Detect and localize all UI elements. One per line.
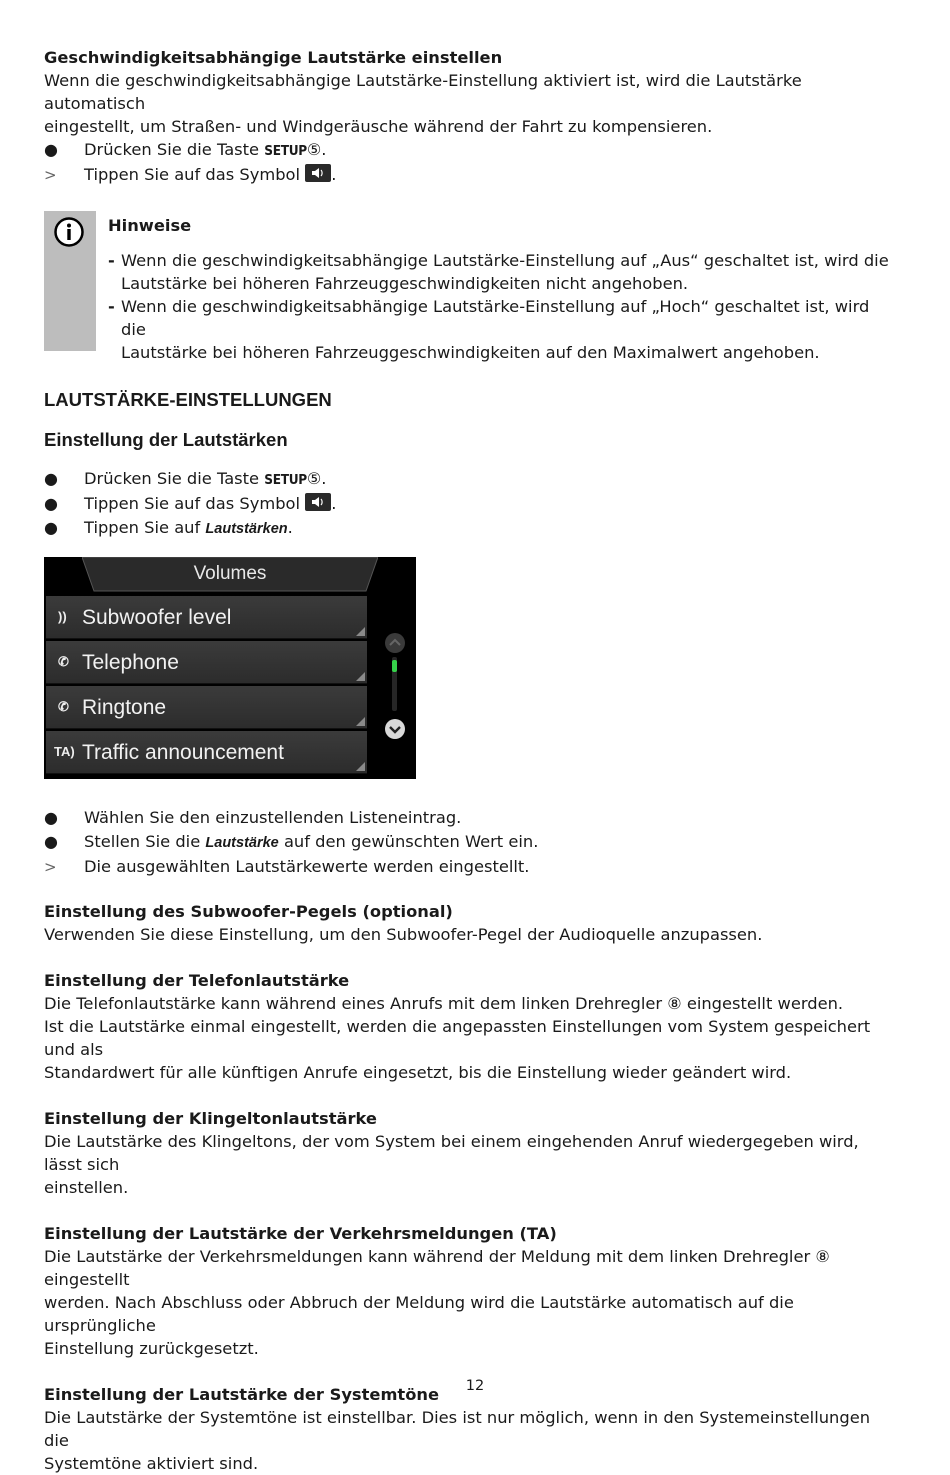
corner-indicator xyxy=(356,627,365,636)
ui-term: Lautstärken xyxy=(205,521,288,537)
result-step: > Die ausgewählten Lautstärkewerte werden eingestellt. xyxy=(44,855,894,879)
bullet-step: ● Tippen Sie auf Lautstärken. xyxy=(44,516,894,541)
section-heading: Einstellung der Telefonlautstärke xyxy=(44,971,350,990)
note-sidebar xyxy=(44,211,96,351)
scroll-down-button[interactable] xyxy=(385,719,405,739)
sub-heading: Einstellung der Lautstärken xyxy=(44,429,288,450)
corner-indicator xyxy=(356,672,365,681)
arrow-icon: > xyxy=(44,166,57,184)
volumes-screen xyxy=(44,557,416,779)
sound-waves-icon: )) xyxy=(58,609,67,624)
bullet-step: ● Tippen Sie auf das Symbol . xyxy=(44,492,894,516)
setup-key-label: SETUP xyxy=(264,472,307,488)
chevron-down-icon xyxy=(385,719,405,739)
phone-icon: ✆ xyxy=(58,699,69,714)
section-heading: Einstellung des Subwoofer-Pegels (optional) xyxy=(44,902,453,921)
volume-item-ringtone[interactable] xyxy=(46,686,367,729)
speaker-icon xyxy=(305,164,331,182)
phone-icon: ✆ xyxy=(58,654,69,669)
bullet-icon: ● xyxy=(44,469,58,488)
setup-key-label: SETUP xyxy=(264,143,307,159)
corner-indicator xyxy=(356,762,365,771)
step-text: Drücken Sie die Taste SETUP⑤. xyxy=(84,140,327,159)
row-label: Ringtone xyxy=(82,696,167,719)
note-title: Hinweise xyxy=(108,216,192,235)
bullet-step: ● Stellen Sie die Lautstärke auf den gewünschten Wert ein. xyxy=(44,830,894,855)
manual-page xyxy=(44,46,894,1475)
bullet-icon: ● xyxy=(44,832,58,851)
row-label: Subwoofer level xyxy=(82,606,232,629)
row-label: Traffic announcement xyxy=(82,741,284,764)
system-section: Einstellung der Lautstärke der Systemtöne Die Lautstärke der Systemtöne ist einstellbar. Dies ist nur möglich, wenn in den Systemeinstellungen die Systemtöne aktiviert sind. xyxy=(44,1383,894,1475)
note-box xyxy=(44,211,894,362)
volume-item-traffic[interactable] xyxy=(46,731,367,774)
paragraph-line: Wenn die geschwindigkeitsabhängige Lautstärke-Einstellung aktiviert ist, wird die Lautstärke automatisch xyxy=(44,71,802,113)
telephone-section: Einstellung der Telefonlautstärke Die Telefonlautstärke kann während eines Anrufs mit dem linken Drehregler ⑧ eingestellt werden. Ist die Lautstärke einmal eingestellt, werden die angepassten Einstellungen vom System gespeichert und als Standardwert für alle künftigen Anrufe eingesetzt, bis die Einstellung wieder geändert wird. xyxy=(44,969,894,1084)
section-heading: Geschwindigkeitsabhängige Lautstärke einstellen xyxy=(44,48,503,67)
ringtone-section: Einstellung der Klingeltonlautstärke Die Lautstärke des Klingeltons, der vom System bei einem eingehenden Anruf wiedergegeben wird, lässt sich einstellen. xyxy=(44,1107,894,1199)
volume-item-subwoofer[interactable] xyxy=(46,596,367,639)
page-number: 12 xyxy=(465,1378,485,1394)
bullet-icon: ● xyxy=(44,518,58,537)
bullet-icon: ● xyxy=(44,808,58,827)
bullet-step xyxy=(44,138,894,163)
speaker-icon xyxy=(305,493,331,511)
bullet-icon: ● xyxy=(44,140,58,159)
note-item: - Wenn die geschwindigkeitsabhängige Lautstärke-Einstellung auf „Aus“ geschaltet ist, wird die Lautstärke bei höheren Fahrzeuggeschwindigkeiten nicht angehoben. xyxy=(108,251,889,293)
bullet-step: ● Drücken Sie die Taste SETUP⑤. xyxy=(44,467,894,492)
arrow-icon: > xyxy=(44,858,57,876)
chevron-up-icon xyxy=(385,633,405,653)
info-icon xyxy=(53,216,85,248)
traffic-section: Einstellung der Lautstärke der Verkehrsmeldungen (TA) Die Lautstärke der Verkehrsmeldungen kann während der Meldung mit dem linken Drehregler ⑧ eingestellt werden. Nach Abschluss oder Abbruch der Meldung wird die Lautstärke automatisch auf die ursprüngliche Einstellung zurückgesetzt. xyxy=(44,1222,894,1360)
bullet-step: ● Wählen Sie den einzustellenden Listeneintrag. xyxy=(44,806,894,830)
note-item: - Wenn die geschwindigkeitsabhängige Lautstärke-Einstellung auf „Hoch“ geschaltet ist, wird die Lautstärke bei höheren Fahrzeuggeschwindigkeiten auf den Maximalwert angehoben. xyxy=(108,297,870,362)
traffic-announcement-icon: TA) xyxy=(54,744,75,759)
result-step xyxy=(44,163,894,187)
row-label: Telephone xyxy=(82,651,179,674)
corner-indicator xyxy=(356,717,365,726)
section-heading: Einstellung der Klingeltonlautstärke xyxy=(44,1109,377,1128)
ui-term: Lautstärke xyxy=(205,835,279,851)
bullet-icon: ● xyxy=(44,494,58,513)
step-text: Tippen Sie auf das Symbol . xyxy=(84,165,337,184)
section-heading: Einstellung der Lautstärke der Systemtöne xyxy=(44,1385,440,1404)
screen-title: Volumes xyxy=(193,563,267,584)
paragraph-line: eingestellt, um Straßen- und Windgeräusche während der Fahrt zu kompensieren. xyxy=(44,117,713,136)
scroll-up-button[interactable] xyxy=(385,633,405,653)
chapter-heading: LAUTSTÄRKE-EINSTELLUNGEN xyxy=(44,389,332,410)
scrollbar-thumb[interactable] xyxy=(392,660,397,672)
section-heading: Einstellung der Lautstärke der Verkehrsmeldungen (TA) xyxy=(44,1224,557,1243)
note-content xyxy=(108,215,898,364)
volume-item-telephone[interactable] xyxy=(46,641,367,684)
subwoofer-section: Einstellung des Subwoofer-Pegels (optional) Verwenden Sie diese Einstellung, um den Subwoofer-Pegel der Audioquelle anzupassen. xyxy=(44,900,894,946)
